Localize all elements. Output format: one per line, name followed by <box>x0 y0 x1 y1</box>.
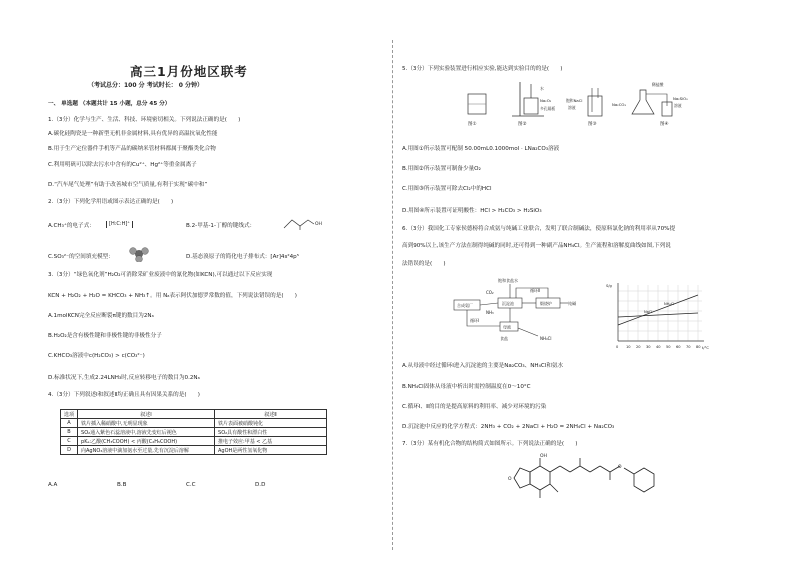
q3-option-c: C.KHCO₃溶液中c(H₂CO₃) > c(CO₃²⁻) <box>48 353 145 359</box>
q4-cell: B <box>61 428 78 437</box>
q2-option-a: A.CH₃⁺的电子式： <box>48 223 95 229</box>
q3-equation: KCN + H₂O₂ + H₂O = KHCO₃ + NH₃↑。用 Nₐ表示阿伏加德罗常数的值，下列说法错误的是( ) <box>48 293 297 299</box>
q4-choice-b: B.B <box>117 482 127 488</box>
q5-apparatus-figures <box>462 80 692 130</box>
q4-header-statement-2: 叙述Ⅱ <box>215 410 327 419</box>
flow-box-furnace: 煅烧炉 <box>540 301 552 306</box>
fig3-label: 图③ <box>588 122 597 127</box>
q4-table <box>60 409 327 455</box>
q1-stem: 1.（3分）化学与生产、生活、科技、环境密切相关。下列说法正确的是( ) <box>48 117 241 123</box>
q6-stem-line1: 6.（3分）我国化工专家侯德榜将合成氨与纯碱工业联合，发明了联合制碱法，使原料氯化钠的利用率从70%提 <box>402 226 676 232</box>
table-row <box>61 419 327 428</box>
q6-option-c: C.循环Ⅰ、Ⅱ的目的是提高原料的利用率、减少对环境的污染 <box>402 404 547 410</box>
q5-option-b: B.用图②所示装置可制备少量O₂ <box>402 166 481 172</box>
q1-option-b: B.用于生产定位器件手机等产品的碳纳米管材料都属于聚酯类化合物 <box>48 146 216 152</box>
table-row <box>61 437 327 446</box>
fig4-solution-label: 溶液 <box>674 103 682 108</box>
fig3-solution-label: 溶液 <box>568 105 576 110</box>
table-row <box>61 428 327 437</box>
fig2-label: 图② <box>518 122 527 127</box>
q6-option-b: B.NH₄Cl固体从母液中析出时需控制温度在0～10°C <box>402 384 531 390</box>
flow-box-mother-liquor: 母液 <box>503 324 511 330</box>
fig4-na2sio3-label: Na₂SiO₃ <box>673 96 688 101</box>
q7-o-ring-label: O <box>508 477 512 482</box>
q1-option-c: C.利用明矾可以除去污水中含有的Cu²⁺、Hg²⁺等重金属离子 <box>48 162 197 168</box>
q4-header-option: 选项 <box>61 410 78 419</box>
fig2-plate-label: 多孔隔板 <box>540 106 556 111</box>
q6-option-a: A.从母液中经过循环Ⅰ进入沉淀池的主要是Na₂CO₃、NH₄Cl和氨水 <box>402 363 564 369</box>
table-row <box>61 446 327 455</box>
q5-option-d: D.用图④所示装置可证明酸性：HCl > H₂CO₃ > H₂SiO₃ <box>402 208 542 214</box>
q4-cell: SO₂具有酸性和漂白性 <box>215 428 327 437</box>
q4-cell: 推电子效应:甲基 < 乙基 <box>215 437 327 446</box>
section-heading: 一、 单选题 （本题共计 15 小题，总分 45 分） <box>48 101 171 107</box>
q7-oh-label: OH <box>540 454 547 459</box>
column-divider <box>392 40 393 550</box>
x-tick: 30 <box>646 345 651 349</box>
q4-cell: 向AgNO₃溶液中滴加氨水至过量,先有沉淀后溶解 <box>78 446 215 455</box>
q4-choice-a: A.A <box>48 482 58 488</box>
solubility-axis-label: S/g <box>606 284 612 288</box>
q2-option-b: B.2-甲基-1-丁醇的键线式： <box>186 223 256 229</box>
flow-box-salt: 食盐 <box>500 336 508 341</box>
q4-cell: A <box>61 419 78 428</box>
x-tick: 80 <box>696 345 701 349</box>
q2-stem: 2.（3分）下列化学用语或图示表达正确的是( ) <box>48 199 174 205</box>
q4-cell: pKₐ:乙酸(CH₃COOH) < 丙酸(C₂H₅COOH) <box>78 437 215 446</box>
fig4-hcl-label: 稀盐酸 <box>652 82 664 87</box>
q4-header-statement-1: 叙述Ⅰ <box>78 410 215 419</box>
q3-option-d: D.标准状况下,生成2.24LNH₃时,反应转移电子的数目为0.2Nₐ <box>48 375 200 381</box>
x-tick: 60 <box>676 345 681 349</box>
temperature-axis-label: t/°C <box>702 346 709 350</box>
q2-oh-label: OH <box>315 222 322 227</box>
fig4-label: 图④ <box>660 122 669 127</box>
q7-structure-formula <box>500 452 700 512</box>
q5-option-a: A.用图①所示装置可配制 50.00mL0.1000mol · LNa₂CO₃溶液 <box>402 146 560 152</box>
flow-cycle-2-label: 循环Ⅱ <box>530 288 540 293</box>
flow-box-soda: 纯碱 <box>568 301 576 306</box>
q6-flow-chart <box>450 274 600 346</box>
x-tick: 0 <box>616 345 619 349</box>
q5-option-c: C.用图③所示装置可除去Cl₂中的HCl <box>402 186 492 192</box>
x-tick: 40 <box>656 345 661 349</box>
q2-skeletal-formula <box>282 215 322 231</box>
q7-stem: 7.（3分）某有机化合物的结构简式如图所示。下列说法正确的是( ) <box>402 441 578 447</box>
q4-choice-c: C.C <box>186 482 196 488</box>
q6-option-d: D.沉淀池中反应的化学方程式：2NH₃ + CO₂ + 2NaCl + H₂O = 2NH₄Cl + Na₂CO₃ <box>402 424 615 430</box>
x-tick: 10 <box>626 345 631 349</box>
q4-cell: SO₂通入紫色石蕊溶液中,溶液先变红后褪色 <box>78 428 215 437</box>
x-tick: 50 <box>666 345 671 349</box>
flow-cycle-1-label: 循环Ⅰ <box>470 318 480 323</box>
q6-solubility-chart <box>604 281 714 361</box>
exam-title: 高三1月份地区联考 <box>130 64 248 79</box>
q4-table-header <box>61 410 327 419</box>
q6-stem-line2: 高到90%以上,该生产方法在制得纯碱的同时,还可得到一种副产品NH₄Cl。生产流程和溶解度曲线如图,下列说 <box>402 243 671 249</box>
q4-stem: 4.（3分）下列叙述Ⅰ和叙述Ⅱ均正确且具有因果关系的是( ) <box>48 392 200 398</box>
q6-stem-line3: 法错误的是( ) <box>402 261 446 267</box>
nh4cl-curve-label: NH₄Cl <box>664 302 675 306</box>
q5-stem: 5.（3分）下列实验装置进行相应实验,能达到实验目的的是( ) <box>402 66 563 72</box>
q4-cell: 铁片表面被硝酸钝化 <box>215 419 327 428</box>
flow-box-settling-tank: 沉淀池 <box>502 301 514 306</box>
fig2-water-label: 水 <box>540 86 544 91</box>
flow-saturated-brine-label: 饱和食盐水 <box>498 278 518 283</box>
q1-option-d: D.“汽车尾气处理”有助于改善城市空气质量,有利于实现“碳中和” <box>48 182 208 188</box>
q4-cell: C <box>61 437 78 446</box>
q7-ester-o-label: O <box>618 465 622 470</box>
q3-option-b: B.H₂O₂是含有极性键和非极性键的非极性分子 <box>48 333 162 339</box>
q3-option-a: A.1molKCN完全反应断裂π键的数目为2Nₐ <box>48 313 154 319</box>
sulfite-space-filling-model <box>128 246 150 262</box>
x-tick: 20 <box>636 345 641 349</box>
fig2-na2o2-label: Na₂O₂ <box>540 98 552 103</box>
fig1-label: 图① <box>468 122 477 127</box>
x-tick: 70 <box>686 345 691 349</box>
q2-option-c: C.SO₃²⁻的空间填充模型： <box>48 254 114 260</box>
exam-subtitle: （考试总分：100 分 考试时长： 0 分钟） <box>88 82 204 89</box>
flow-nh3-label: NH₃ <box>486 310 494 315</box>
fig3-nacl-label: 饱和NaCl <box>566 98 583 103</box>
flow-nh4cl-label: NH₄Cl <box>540 336 552 341</box>
q4-cell: 铁片插入稀硝酸中,无明显现象 <box>78 419 215 428</box>
q2-electron-formula: [H:C:H]⁺ <box>106 221 133 228</box>
flow-co2-label: CO₂ <box>486 290 494 295</box>
q3-stem: 3.（3分）“绿色氧化剂”H₂O₂可消除采矿业废液中的氰化物(如KCN),可以通过以下反应实现 <box>48 272 273 278</box>
flow-box-ammonia-plant: 合成氨厂 <box>457 303 473 308</box>
q2-option-d: D.基态溴原子的简化电子排布式：[Ar]4s²4p⁵ <box>186 254 299 260</box>
fig4-na2co3-label: Na₂CO₃ <box>612 102 626 107</box>
q4-choice-d: D.D <box>255 482 266 488</box>
q1-option-a: A.碳化硅陶瓷是一种新型无机非金属材料,具有优异的高温抗氧化性能 <box>48 131 218 137</box>
q4-cell: AgOH是两性氢氧化物 <box>215 446 327 455</box>
q4-cell: D <box>61 446 78 455</box>
nacl-curve-label: NaCl <box>644 310 653 314</box>
